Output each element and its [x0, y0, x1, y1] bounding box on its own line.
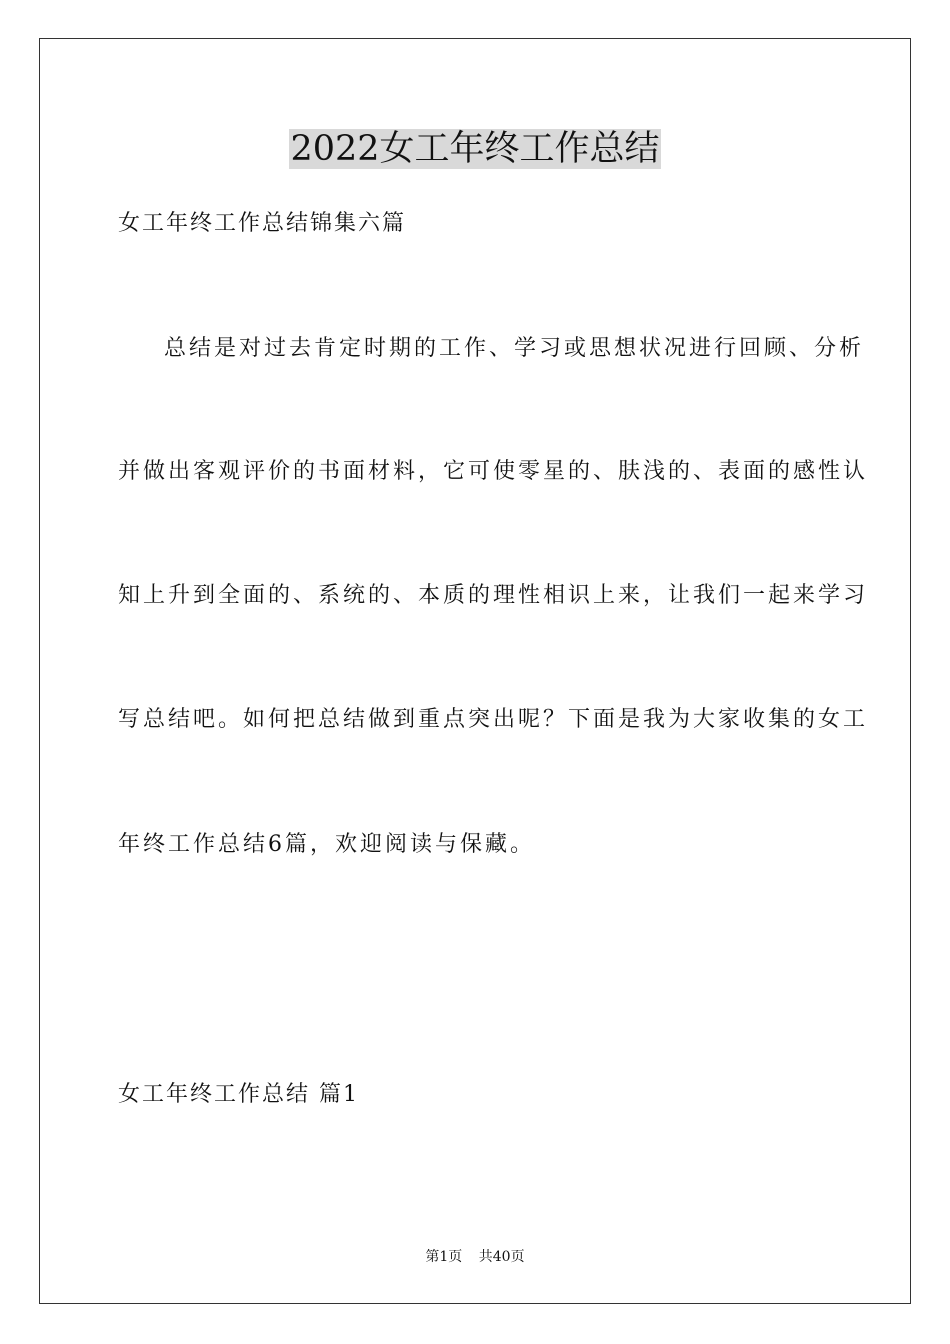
intro-line-3: 知上升到全面的、系统的、本质的理性相识上来，让我们一起来学习: [118, 583, 869, 608]
page-number-current: 第1页: [425, 1249, 463, 1265]
document-subtitle: 女工年终工作总结锦集六篇: [118, 211, 407, 236]
page-footer: [0, 1247, 950, 1267]
page-number-total: 共40页: [478, 1249, 525, 1265]
document-title: [0, 126, 950, 172]
intro-line-1: 总结是对过去肯定时期的工作、学习或思想状况进行回顾、分析: [164, 336, 865, 361]
intro-line-2: 并做出客观评价的书面材料，它可使零星的、肤浅的、表面的感性认: [118, 459, 869, 484]
intro-line-4: 写总结吧。如何把总结做到重点突出呢？下面是我为大家收集的女工: [118, 707, 869, 732]
intro-line-5: 年终工作总结6篇，欢迎阅读与保藏。: [118, 832, 535, 857]
document-title-text: 2022女工年终工作总结: [290, 129, 660, 169]
section-heading: 女工年终工作总结 篇1: [118, 1082, 359, 1107]
